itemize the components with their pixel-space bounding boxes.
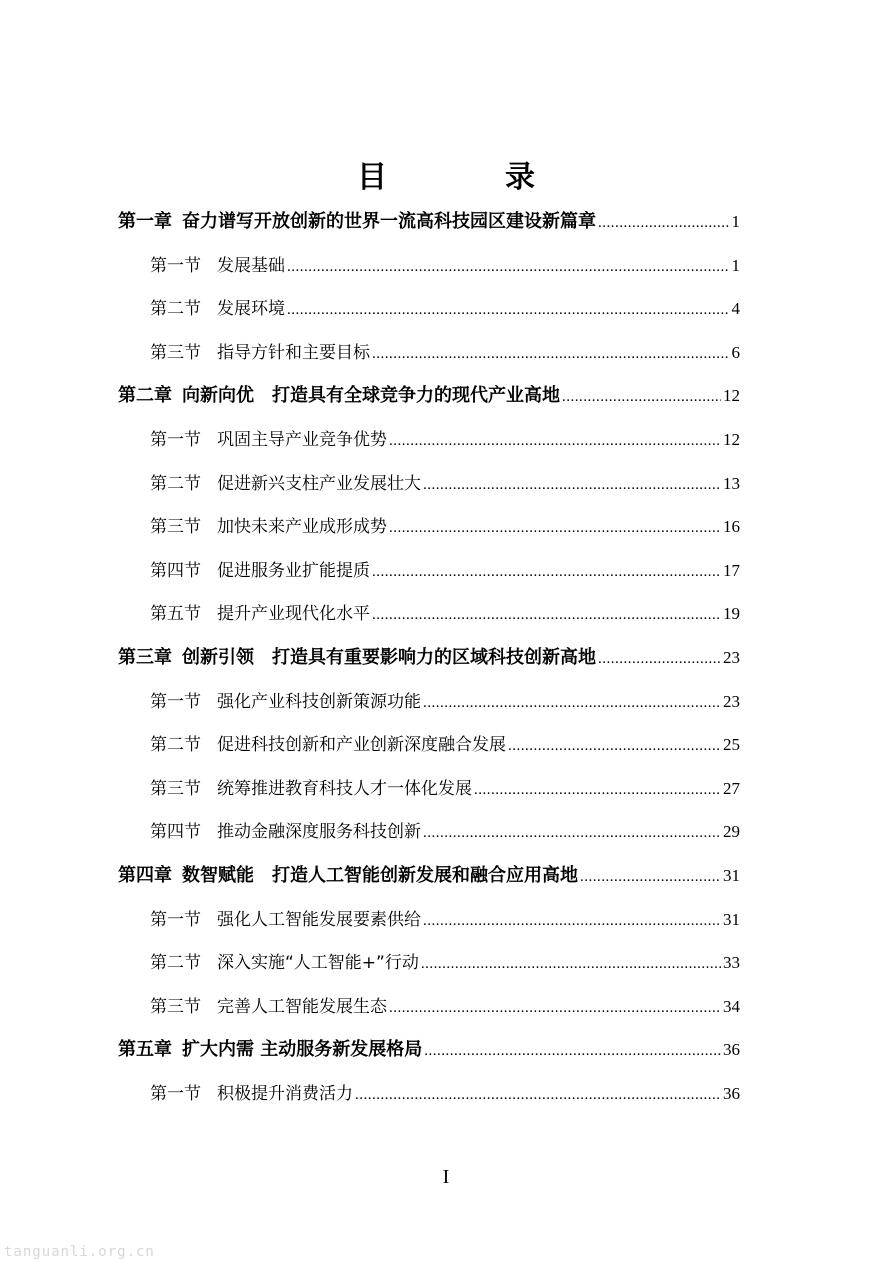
toc-page-number: 1	[731, 212, 740, 231]
chapter-title: 创新引领 打造具有重要影响力的区域科技创新高地	[182, 647, 596, 668]
toc-section-entry[interactable]	[150, 948, 740, 978]
chapter-title: 数智赋能 打造人工智能创新发展和融合应用高地	[182, 865, 578, 886]
toc-entry-label	[150, 948, 419, 978]
toc-page-number: 34	[723, 997, 740, 1016]
toc-section-entry[interactable]	[150, 730, 740, 760]
chapter-number: 第三章	[118, 647, 172, 668]
dot-leader	[424, 1035, 721, 1065]
toc-entry-label	[150, 425, 387, 455]
section-title: 发展环境	[217, 299, 285, 319]
section-number: 第二节	[150, 953, 201, 973]
dot-leader	[287, 251, 730, 281]
section-number: 第四节	[150, 822, 201, 842]
dot-leader	[355, 1079, 721, 1109]
section-title: 统筹推进教育科技人才一体化发展	[217, 779, 472, 799]
toc-entry-label	[150, 817, 421, 847]
page-number: I	[442, 1166, 450, 1188]
toc-page-number: 31	[723, 866, 740, 885]
dot-leader	[474, 774, 721, 804]
watermark: tanguanli.org.cn	[4, 1244, 155, 1260]
toc-section-entry[interactable]	[150, 599, 740, 629]
dot-leader	[598, 643, 721, 673]
dot-leader	[423, 905, 721, 935]
toc-page-number: 1	[731, 256, 740, 275]
section-number: 第三节	[150, 343, 201, 363]
toc-entry-label	[150, 469, 421, 499]
section-number: 第三节	[150, 779, 201, 799]
toc-section-entry[interactable]	[150, 774, 740, 804]
section-number: 第四节	[150, 561, 201, 581]
toc-page-number: 17	[723, 561, 740, 580]
toc-page-number: 12	[723, 430, 740, 449]
toc-page-number: 31	[723, 910, 740, 929]
dot-leader	[423, 817, 721, 847]
toc-chapter-entry[interactable]	[118, 1035, 740, 1065]
toc-entry-label	[118, 1035, 422, 1065]
section-number: 第三节	[150, 997, 201, 1017]
dot-leader	[423, 469, 721, 499]
section-number: 第二节	[150, 735, 201, 755]
toc-chapter-entry[interactable]	[118, 207, 740, 237]
toc-page-number: 36	[723, 1040, 740, 1059]
toc-section-entry[interactable]	[150, 425, 740, 455]
toc-page-number: 12	[723, 386, 740, 405]
section-number: 第五节	[150, 604, 201, 624]
toc-page-number: 29	[723, 822, 740, 841]
toc-page-number: 23	[723, 648, 740, 667]
chapter-title: 扩大内需 主动服务新发展格局	[182, 1039, 423, 1060]
toc-entry-label	[118, 861, 578, 891]
section-title: 加快未来产业成形成势	[217, 517, 387, 537]
toc-entry-label	[118, 381, 560, 411]
dot-leader	[372, 338, 730, 368]
toc-page-number: 6	[731, 343, 740, 362]
dot-leader	[287, 294, 730, 324]
dot-leader	[372, 599, 721, 629]
section-title: 促进科技创新和产业创新深度融合发展	[217, 735, 506, 755]
toc-chapter-entry[interactable]	[118, 861, 740, 891]
dot-leader	[389, 992, 721, 1022]
toc-chapter-entry[interactable]	[118, 643, 740, 673]
toc-page-number: 33	[723, 953, 740, 972]
toc-section-entry[interactable]	[150, 338, 740, 368]
toc-entry-label	[150, 1079, 353, 1109]
page-title: 目 录	[357, 160, 579, 195]
section-title: 积极提升消费活力	[217, 1084, 353, 1104]
toc-entry-label	[150, 687, 421, 717]
section-title: 强化产业科技创新策源功能	[217, 692, 421, 712]
chapter-number: 第五章	[118, 1039, 172, 1060]
section-title: 促进服务业扩能提质	[217, 561, 370, 581]
chapter-number: 第一章	[118, 211, 172, 232]
toc-section-entry[interactable]	[150, 512, 740, 542]
toc-section-entry[interactable]	[150, 294, 740, 324]
toc-entry-label	[118, 643, 596, 673]
section-title: 巩固主导产业竞争优势	[217, 430, 387, 450]
toc-entry-label	[150, 730, 506, 760]
chapter-number: 第四章	[118, 865, 172, 886]
section-title: 完善人工智能发展生态	[217, 997, 387, 1017]
section-number: 第一节	[150, 256, 201, 276]
toc-entry-label	[150, 512, 387, 542]
chapter-number: 第二章	[118, 385, 172, 406]
section-number: 第一节	[150, 692, 201, 712]
toc-page-number: 16	[723, 517, 740, 536]
section-number: 第三节	[150, 517, 201, 537]
chapter-title: 奋力谱写开放创新的世界一流高科技园区建设新篇章	[182, 211, 596, 232]
section-title: 发展基础	[217, 256, 285, 276]
dot-leader	[389, 425, 721, 455]
section-title: 深入实施“人工智能+”行动	[217, 953, 419, 973]
section-number: 第一节	[150, 430, 201, 450]
toc-section-entry[interactable]	[150, 992, 740, 1022]
toc-section-entry[interactable]	[150, 556, 740, 586]
dot-leader	[562, 381, 721, 411]
toc-entry-label	[150, 992, 387, 1022]
dot-leader	[508, 730, 721, 760]
section-number: 第一节	[150, 910, 201, 930]
toc-page-number: 13	[723, 474, 740, 493]
toc-section-entry[interactable]	[150, 687, 740, 717]
toc-page-number: 27	[723, 779, 740, 798]
toc-page-number: 19	[723, 604, 740, 623]
toc-page-number: 36	[723, 1084, 740, 1103]
chapter-title: 向新向优 打造具有全球竞争力的现代产业高地	[182, 385, 560, 406]
section-number: 第二节	[150, 474, 201, 494]
section-number: 第二节	[150, 299, 201, 319]
toc-entry-label	[150, 251, 285, 281]
toc-page-number: 25	[723, 735, 740, 754]
toc-entry-label	[150, 905, 421, 935]
toc-section-entry[interactable]	[150, 251, 740, 281]
section-title: 强化人工智能发展要素供给	[217, 910, 421, 930]
dot-leader	[372, 556, 721, 586]
section-title: 推动金融深度服务科技创新	[217, 822, 421, 842]
toc-section-entry[interactable]	[150, 905, 740, 935]
toc-entry-label	[150, 599, 370, 629]
section-number: 第一节	[150, 1084, 201, 1104]
toc-section-entry[interactable]	[150, 817, 740, 847]
toc-section-entry[interactable]	[150, 1079, 740, 1109]
toc-entry-label	[150, 774, 472, 804]
toc-entry-label	[150, 556, 370, 586]
section-title: 提升产业现代化水平	[217, 604, 370, 624]
section-title: 指导方针和主要目标	[217, 343, 370, 363]
section-title: 促进新兴支柱产业发展壮大	[217, 474, 421, 494]
toc-entry-label	[150, 294, 285, 324]
toc-page-number: 23	[723, 692, 740, 711]
dot-leader	[421, 948, 721, 978]
dot-leader	[580, 861, 721, 891]
dot-leader	[598, 207, 730, 237]
toc-page-number: 4	[731, 299, 740, 318]
dot-leader	[423, 687, 721, 717]
toc-chapter-entry[interactable]	[118, 381, 740, 411]
toc-entry-label	[150, 338, 370, 368]
dot-leader	[389, 512, 721, 542]
toc-entry-label	[118, 207, 596, 237]
toc-section-entry[interactable]	[150, 469, 740, 499]
